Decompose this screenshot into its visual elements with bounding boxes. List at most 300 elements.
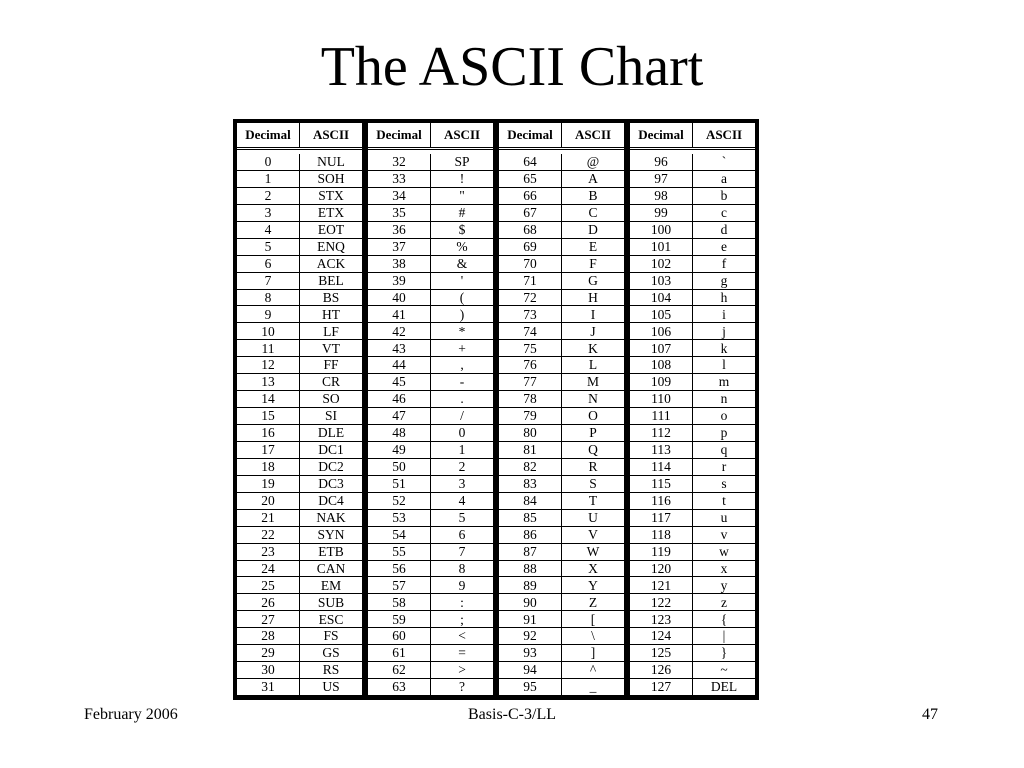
table-row <box>368 662 493 679</box>
ascii-cell: H <box>588 289 598 305</box>
decimal-cell: 116 <box>630 493 693 509</box>
ascii-cell: 4 <box>458 492 466 508</box>
table-row <box>499 290 624 307</box>
decimal-cell: 36 <box>368 222 431 238</box>
table-row <box>237 662 362 679</box>
decimal-cell: 95 <box>499 679 562 695</box>
ascii-cell: : <box>460 594 464 610</box>
decimal-cell: 5 <box>237 239 300 255</box>
decimal-cell: 16 <box>237 425 300 441</box>
ascii-cell: ! <box>459 171 465 187</box>
ascii-cell: ; <box>460 611 464 627</box>
ascii-cell: $ <box>458 221 466 237</box>
ascii-cell: CAN <box>316 560 346 576</box>
ascii-cell: # <box>458 205 466 221</box>
decimal-cell: 39 <box>368 273 431 289</box>
table-row <box>237 188 362 205</box>
ascii-cell: X <box>588 560 598 576</box>
ascii-cell: a <box>721 171 727 187</box>
ascii-cell: 5 <box>458 509 466 525</box>
table-row <box>237 561 362 578</box>
table-row <box>499 594 624 611</box>
table-block <box>236 122 363 697</box>
table-row <box>499 459 624 476</box>
header-ascii: ASCII <box>443 127 481 142</box>
ascii-cell: ) <box>459 306 465 322</box>
table-row <box>368 408 493 425</box>
decimal-cell: 3 <box>237 205 300 221</box>
ascii-cell: ? <box>459 679 465 695</box>
decimal-cell: 50 <box>368 459 431 475</box>
decimal-cell: 41 <box>368 306 431 322</box>
ascii-cell: l <box>722 357 726 373</box>
decimal-cell: 71 <box>499 273 562 289</box>
table-row <box>237 544 362 561</box>
table-row <box>237 239 362 256</box>
ascii-cell: VT <box>322 340 340 356</box>
ascii-cell: v <box>720 526 728 542</box>
decimal-cell: 120 <box>630 561 693 577</box>
decimal-cell: 80 <box>499 425 562 441</box>
decimal-cell: 66 <box>499 188 562 204</box>
table-row <box>368 239 493 256</box>
table-row <box>368 273 493 290</box>
decimal-cell: 12 <box>237 357 300 373</box>
table-row <box>630 459 755 476</box>
table-row <box>499 323 624 340</box>
table-row <box>499 662 624 679</box>
table-row <box>630 323 755 340</box>
table-row <box>368 323 493 340</box>
decimal-cell: 19 <box>237 476 300 492</box>
decimal-cell: 51 <box>368 476 431 492</box>
table-row <box>237 374 362 391</box>
table-row <box>499 577 624 594</box>
table-row <box>630 374 755 391</box>
table-row <box>630 645 755 662</box>
decimal-cell: 92 <box>499 628 562 644</box>
decimal-cell: 0 <box>237 154 300 170</box>
table-row <box>368 594 493 611</box>
table-row <box>237 171 362 188</box>
decimal-cell: 94 <box>499 662 562 678</box>
decimal-cell: 26 <box>237 594 300 610</box>
table-row <box>237 154 362 171</box>
ascii-cell: { <box>720 611 728 627</box>
ascii-cell: BEL <box>318 272 344 288</box>
decimal-cell: 57 <box>368 577 431 593</box>
header-decimal: Decimal <box>499 123 562 147</box>
ascii-cell: / <box>460 408 464 424</box>
decimal-cell: 20 <box>237 493 300 509</box>
table-row <box>630 391 755 408</box>
decimal-cell: 63 <box>368 679 431 695</box>
decimal-cell: 32 <box>368 154 431 170</box>
table-row <box>499 205 624 222</box>
decimal-cell: 43 <box>368 340 431 356</box>
table-row <box>237 459 362 476</box>
ascii-cell: j <box>722 323 726 339</box>
decimal-cell: 93 <box>499 645 562 661</box>
ascii-cell: f <box>721 255 727 271</box>
ascii-cell: * <box>458 323 466 339</box>
table-row <box>368 290 493 307</box>
table-header <box>630 123 755 150</box>
decimal-cell: 53 <box>368 510 431 526</box>
decimal-cell: 64 <box>499 154 562 170</box>
table-row <box>237 425 362 442</box>
table-row <box>237 306 362 323</box>
ascii-cell: h <box>720 289 728 305</box>
table-row <box>368 391 493 408</box>
decimal-cell: 81 <box>499 442 562 458</box>
decimal-cell: 101 <box>630 239 693 255</box>
ascii-cell: ESC <box>318 611 344 627</box>
header-decimal: Decimal <box>630 123 693 147</box>
decimal-cell: 48 <box>368 425 431 441</box>
ascii-chart-table <box>233 119 759 700</box>
decimal-cell: 42 <box>368 323 431 339</box>
table-row <box>630 510 755 527</box>
table-row <box>499 628 624 645</box>
table-row <box>237 340 362 357</box>
decimal-cell: 86 <box>499 527 562 543</box>
ascii-cell: b <box>720 188 728 204</box>
ascii-cell: BS <box>322 289 340 305</box>
table-row <box>237 476 362 493</box>
decimal-cell: 118 <box>630 527 693 543</box>
ascii-cell: F <box>589 255 597 271</box>
ascii-cell: _ <box>589 679 597 695</box>
header-decimal: Decimal <box>237 123 300 147</box>
decimal-cell: 9 <box>237 306 300 322</box>
ascii-cell: - <box>459 374 465 390</box>
decimal-cell: 15 <box>237 408 300 424</box>
decimal-cell: 37 <box>368 239 431 255</box>
ascii-cell: 1 <box>458 442 466 458</box>
ascii-cell: Y <box>588 577 598 593</box>
table-row <box>630 577 755 594</box>
table-row <box>630 544 755 561</box>
decimal-cell: 72 <box>499 290 562 306</box>
slide-title: The ASCII Chart <box>320 36 704 98</box>
table-row <box>630 442 755 459</box>
table-row <box>630 188 755 205</box>
decimal-cell: 46 <box>368 391 431 407</box>
ascii-cell: LF <box>323 323 339 339</box>
table-row <box>630 256 755 273</box>
decimal-cell: 76 <box>499 357 562 373</box>
ascii-cell: \ <box>591 628 595 644</box>
ascii-cell: Q <box>588 442 598 458</box>
decimal-cell: 45 <box>368 374 431 390</box>
table-row <box>237 273 362 290</box>
ascii-cell: J <box>590 323 596 339</box>
ascii-cell: D <box>588 221 598 237</box>
table-row <box>630 493 755 510</box>
table-row <box>368 476 493 493</box>
table-row <box>368 357 493 374</box>
decimal-cell: 85 <box>499 510 562 526</box>
ascii-cell: g <box>720 272 728 288</box>
table-row <box>368 628 493 645</box>
table-row <box>499 425 624 442</box>
ascii-cell: 6 <box>458 526 466 542</box>
decimal-cell: 114 <box>630 459 693 475</box>
ascii-cell: DLE <box>317 425 345 441</box>
ascii-cell: 0 <box>458 425 466 441</box>
table-row <box>499 357 624 374</box>
table-block <box>629 122 756 697</box>
ascii-cell: U <box>588 509 598 525</box>
ascii-cell: " <box>459 188 465 204</box>
decimal-cell: 13 <box>237 374 300 390</box>
ascii-cell: 9 <box>458 577 466 593</box>
ascii-cell: DC3 <box>318 476 344 492</box>
ascii-cell: = <box>458 645 466 661</box>
decimal-cell: 49 <box>368 442 431 458</box>
ascii-cell: p <box>720 425 728 441</box>
ascii-cell: i <box>722 306 726 322</box>
header-decimal: Decimal <box>368 123 431 147</box>
table-row <box>237 290 362 307</box>
table-row <box>237 577 362 594</box>
table-row <box>499 645 624 662</box>
table-row <box>237 408 362 425</box>
decimal-cell: 11 <box>237 340 300 356</box>
ascii-cell: & <box>456 255 468 271</box>
table-row <box>630 306 755 323</box>
table-row <box>368 256 493 273</box>
ascii-cell: EOT <box>317 221 345 237</box>
table-row <box>368 561 493 578</box>
table-row <box>237 628 362 645</box>
decimal-cell: 18 <box>237 459 300 475</box>
ascii-cell: q <box>720 442 728 458</box>
ascii-cell: ] <box>590 645 596 661</box>
table-row <box>237 611 362 628</box>
decimal-cell: 109 <box>630 374 693 390</box>
ascii-cell: HT <box>322 306 340 322</box>
table-row <box>368 459 493 476</box>
ascii-cell: SOH <box>317 171 345 187</box>
table-row <box>368 679 493 696</box>
ascii-cell: , <box>460 357 464 373</box>
decimal-cell: 55 <box>368 544 431 560</box>
ascii-cell: FF <box>323 357 339 373</box>
footer-page-number: 47 <box>922 706 938 723</box>
decimal-cell: 123 <box>630 611 693 627</box>
table-row <box>630 357 755 374</box>
table-row <box>368 340 493 357</box>
decimal-cell: 47 <box>368 408 431 424</box>
decimal-cell: 27 <box>237 611 300 627</box>
decimal-cell: 69 <box>499 239 562 255</box>
ascii-cell: RS <box>322 662 340 678</box>
decimal-cell: 33 <box>368 171 431 187</box>
table-row <box>499 340 624 357</box>
table-row <box>499 611 624 628</box>
table-row <box>237 594 362 611</box>
ascii-cell: STX <box>318 188 344 204</box>
decimal-cell: 127 <box>630 679 693 695</box>
decimal-cell: 90 <box>499 594 562 610</box>
decimal-cell: 38 <box>368 256 431 272</box>
ascii-cell: C <box>588 205 598 221</box>
footer-date: February 2006 <box>84 706 178 723</box>
decimal-cell: 28 <box>237 628 300 644</box>
table-row <box>499 222 624 239</box>
table-block <box>498 122 625 697</box>
decimal-cell: 14 <box>237 391 300 407</box>
table-row <box>499 527 624 544</box>
table-row <box>499 544 624 561</box>
ascii-cell: y <box>720 577 728 593</box>
ascii-cell: > <box>458 662 466 678</box>
decimal-cell: 107 <box>630 340 693 356</box>
decimal-cell: 82 <box>499 459 562 475</box>
ascii-cell: 3 <box>458 476 466 492</box>
header-ascii: ASCII <box>574 127 612 142</box>
ascii-cell: NUL <box>317 154 345 170</box>
decimal-cell: 87 <box>499 544 562 560</box>
ascii-cell: n <box>720 391 728 407</box>
decimal-cell: 6 <box>237 256 300 272</box>
decimal-cell: 40 <box>368 290 431 306</box>
ascii-cell: B <box>588 188 598 204</box>
ascii-cell: 7 <box>458 543 466 559</box>
ascii-cell: o <box>720 408 728 424</box>
decimal-cell: 83 <box>499 476 562 492</box>
ascii-cell: S <box>589 476 597 492</box>
ascii-cell: SI <box>324 408 337 424</box>
ascii-cell: US <box>322 679 340 695</box>
ascii-cell: SUB <box>317 594 345 610</box>
decimal-cell: 102 <box>630 256 693 272</box>
table-row <box>368 171 493 188</box>
ascii-cell: M <box>586 374 599 390</box>
table-header <box>368 123 493 150</box>
ascii-cell: P <box>589 425 597 441</box>
header-ascii: ASCII <box>705 127 743 142</box>
table-row <box>499 374 624 391</box>
table-row <box>499 154 624 171</box>
ascii-cell: e <box>721 238 727 254</box>
table-row <box>368 510 493 527</box>
table-row <box>237 645 362 662</box>
table-row <box>630 527 755 544</box>
table-row <box>237 679 362 696</box>
ascii-cell: z <box>721 594 727 610</box>
table-row <box>368 188 493 205</box>
ascii-cell: ~ <box>720 662 728 678</box>
decimal-cell: 91 <box>499 611 562 627</box>
table-row <box>368 425 493 442</box>
ascii-cell: ( <box>459 289 465 305</box>
decimal-cell: 100 <box>630 222 693 238</box>
ascii-cell: E <box>588 238 598 254</box>
ascii-cell: DEL <box>710 679 738 695</box>
ascii-cell: 2 <box>458 459 466 475</box>
ascii-cell: @ <box>586 154 600 170</box>
decimal-cell: 121 <box>630 577 693 593</box>
ascii-cell: % <box>456 238 468 254</box>
ascii-cell: SYN <box>317 526 345 542</box>
decimal-cell: 113 <box>630 442 693 458</box>
ascii-cell: O <box>588 408 598 424</box>
decimal-cell: 98 <box>630 188 693 204</box>
decimal-cell: 25 <box>237 577 300 593</box>
table-block <box>367 122 494 697</box>
ascii-cell: ACK <box>316 255 346 271</box>
table-row <box>368 611 493 628</box>
table-row <box>237 391 362 408</box>
decimal-cell: 125 <box>630 645 693 661</box>
ascii-cell: W <box>586 543 600 559</box>
ascii-cell: FS <box>323 628 339 644</box>
decimal-cell: 10 <box>237 323 300 339</box>
decimal-cell: 106 <box>630 323 693 339</box>
ascii-cell: k <box>720 340 728 356</box>
table-row <box>499 306 624 323</box>
ascii-cell: G <box>588 272 598 288</box>
ascii-cell: K <box>588 340 598 356</box>
decimal-cell: 58 <box>368 594 431 610</box>
decimal-cell: 79 <box>499 408 562 424</box>
decimal-cell: 22 <box>237 527 300 543</box>
decimal-cell: 89 <box>499 577 562 593</box>
table-row <box>630 171 755 188</box>
table-row <box>499 188 624 205</box>
table-row <box>368 527 493 544</box>
footer-course: Basis-C-3/LL <box>468 706 556 723</box>
table-row <box>630 205 755 222</box>
ascii-cell: + <box>458 340 466 356</box>
ascii-cell: I <box>590 306 596 322</box>
table-row <box>630 408 755 425</box>
decimal-cell: 17 <box>237 442 300 458</box>
table-row <box>368 442 493 459</box>
table-row <box>499 510 624 527</box>
decimal-cell: 88 <box>499 561 562 577</box>
table-row <box>237 527 362 544</box>
decimal-cell: 105 <box>630 306 693 322</box>
table-row <box>630 561 755 578</box>
decimal-cell: 115 <box>630 476 693 492</box>
decimal-cell: 29 <box>237 645 300 661</box>
ascii-cell: ' <box>460 272 464 288</box>
table-row <box>499 408 624 425</box>
ascii-cell: w <box>719 543 729 559</box>
table-row <box>499 256 624 273</box>
table-row <box>499 391 624 408</box>
decimal-cell: 30 <box>237 662 300 678</box>
decimal-cell: 117 <box>630 510 693 526</box>
table-row <box>630 340 755 357</box>
table-row <box>630 594 755 611</box>
decimal-cell: 108 <box>630 357 693 373</box>
table-row <box>630 239 755 256</box>
ascii-cell: ETB <box>318 543 344 559</box>
decimal-cell: 119 <box>630 544 693 560</box>
ascii-cell: < <box>458 628 466 644</box>
decimal-cell: 97 <box>630 171 693 187</box>
table-row <box>237 510 362 527</box>
table-row <box>499 561 624 578</box>
ascii-cell: ENQ <box>317 238 345 254</box>
decimal-cell: 59 <box>368 611 431 627</box>
ascii-cell: DC4 <box>318 492 344 508</box>
